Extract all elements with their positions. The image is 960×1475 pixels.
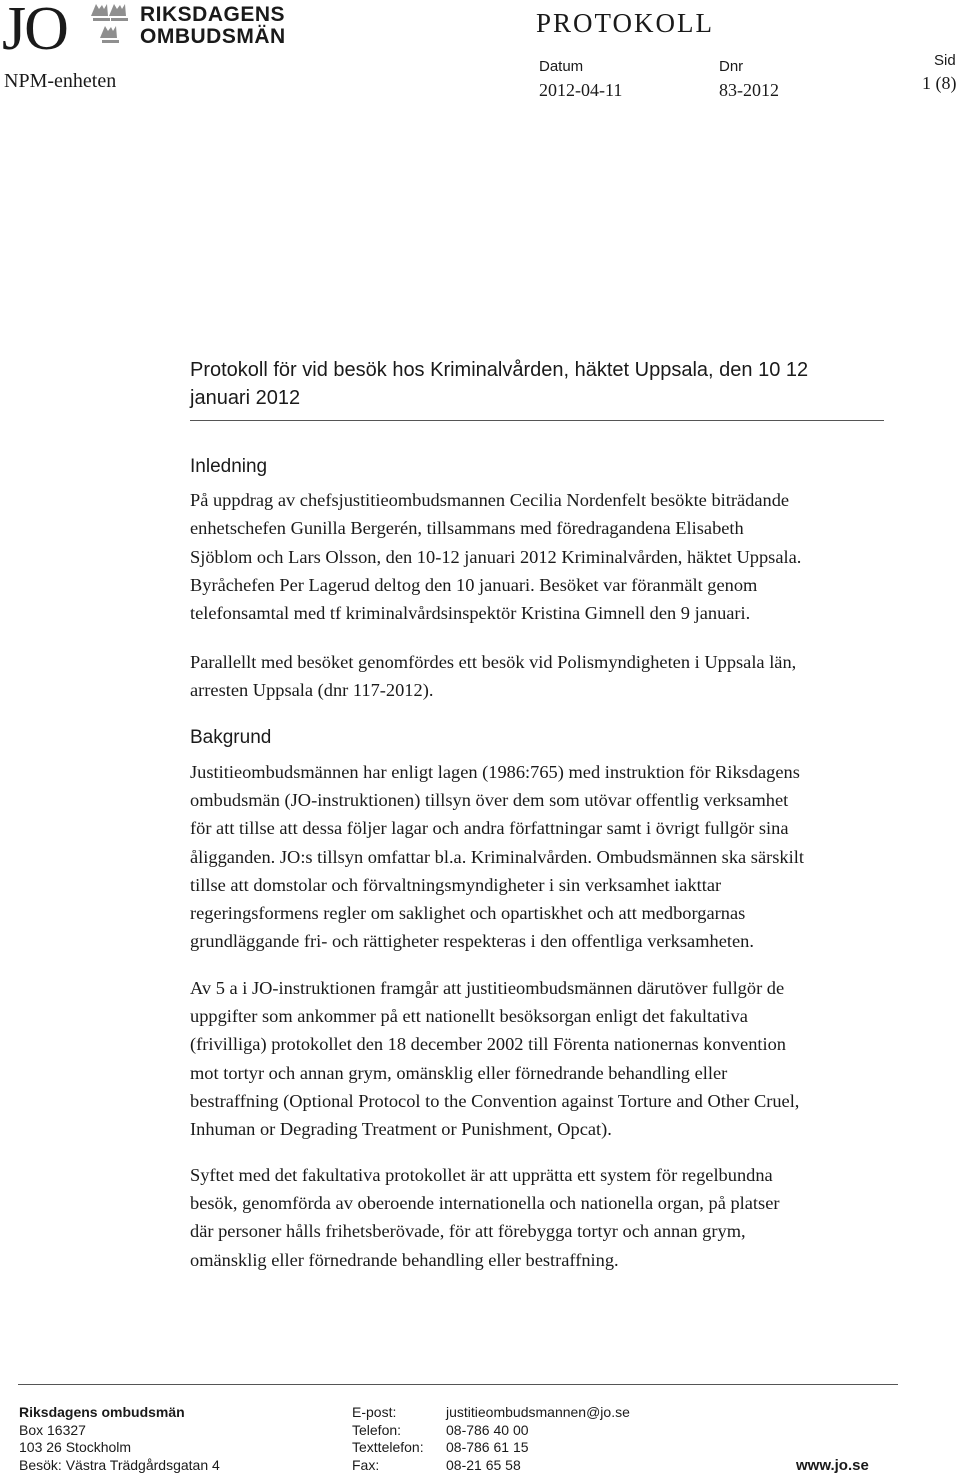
text-line: Syftet med det fakultativa protokollet är att upprätta ett system för regelbundna [190, 1165, 773, 1185]
inledning-paragraph-2 [190, 648, 890, 705]
title-line-2: januari 2012 [190, 387, 301, 409]
bakgrund-paragraph-1 [190, 758, 890, 955]
footer-text-value: 08-786 61 15 [446, 1439, 529, 1456]
text-line: arresten Uppsala (dnr 117-2012). [190, 680, 434, 701]
heading-bakgrund: Bakgrund [190, 727, 272, 748]
text-line: besök, genomförda av oberoende internationella och nationella organ, på platser [190, 1193, 780, 1214]
sid-value: 1 (8) [922, 73, 957, 93]
inledning-paragraph-1 [190, 486, 890, 627]
logo-line-2: OMBUDSMÄN [140, 25, 286, 48]
text-line: telefonsamtal med tf kriminalvårdsinspektör Kristina Gimnell den 9 januari. [190, 603, 751, 624]
jo-logo-mark: JO [2, 0, 67, 63]
text-line: Av 5 a i JO-instruktionen framgår att justitieombudsmännen därutöver fullgör de [190, 978, 785, 998]
text-line: (frivilliga) protokollet den 18 december 2002 till Förenta nationernas konvention [190, 1034, 787, 1055]
text-line: uppgifter som ankommer på ett nationellt besöksorgan enligt det fakultativa [190, 1006, 748, 1027]
text-line: för att tillse att dessa följer lagar och andra författningar samt i övrigt fullgör sina [190, 818, 789, 839]
text-line: regeringsformens regler om saklighet och opartiskhet och att medborgarnas [190, 902, 746, 923]
datum-value: 2012-04-11 [539, 80, 623, 100]
text-line: Parallellt med besöket genomfördes ett besök vid Polismyndigheten i Uppsala län, [190, 652, 797, 672]
footer-email-link[interactable]: justitieombudsmannen@jo.se [446, 1404, 630, 1420]
text-line: tillse att domstolar och förvaltningsmyndigheter i sin verksamhet iakttar [190, 874, 722, 895]
text-line: omänsklig eller förnedrande behandling eller bestraffning. [190, 1249, 619, 1270]
text-line: Inhuman or Degrading Treatment or Punishment, Opcat). [190, 1118, 612, 1139]
footer-box: Box 16327 [19, 1421, 86, 1438]
bakgrund-paragraph-3 [190, 1161, 890, 1274]
text-line: enhetschefen Gunilla Bergerén, tillsammans med föredragandena Elisabeth [190, 518, 744, 539]
crowns-icon [82, 2, 138, 50]
text-line: På uppdrag av chefsjustitieombudsmannen Cecilia Nordenfelt besökte biträdande [190, 490, 790, 510]
sid-label: Sid [934, 52, 956, 69]
text-line: mot tortyr och annan grym, omänsklig eller förnedrande behandling eller [190, 1062, 728, 1083]
footer-visit: Besök: Västra Trädgårdsgatan 4 [19, 1456, 220, 1473]
dnr-value: 83-2012 [719, 80, 779, 100]
logo-wordmark [140, 4, 286, 48]
footer-text-label: Texttelefon: [352, 1439, 424, 1456]
page-title [190, 356, 890, 412]
text-line: Sjöblom och Lars Olsson, den 10-12 januari 2012 Kriminalvården, häktet Uppsala. [190, 546, 802, 567]
heading-inledning: Inledning [190, 456, 268, 477]
text-line: bestraffning (Optional Protocol to the Convention against Torture and Other Cruel, [190, 1090, 800, 1111]
footer-divider [18, 1384, 898, 1385]
title-divider [190, 420, 884, 421]
title-line-1: Protokoll för vid besök hos Kriminalvården, häktet Uppsala, den 10 12 [190, 359, 809, 381]
text-line: grundläggande fri- och rättigheter respekteras i den offentliga verksamheten. [190, 931, 754, 952]
bakgrund-paragraph-2 [190, 974, 890, 1143]
footer-email-label: E-post: [352, 1404, 397, 1420]
footer-website-link[interactable]: www.jo.se [796, 1457, 869, 1474]
footer-contact-labels [352, 1404, 424, 1474]
text-line: där personer hålls frihetsberövade, för att förebygga tortyr och annan grym, [190, 1221, 746, 1242]
footer-fax-label: Fax: [352, 1456, 380, 1473]
footer-contact-values [446, 1404, 630, 1474]
text-line: ombudsmän (JO-instruktionen) tillsyn över dem som utövar offentlig verksamhet [190, 790, 789, 811]
text-line: Justitieombudsmännen har enligt lagen (1986:765) med instruktion för Riksdagens [190, 762, 800, 782]
text-line: Byråchefen Per Lagerud deltog den 10 januari. Besöket var föranmält genom [190, 574, 758, 595]
footer-fax-value: 08-21 65 58 [446, 1456, 521, 1473]
datum-label: Datum [539, 58, 584, 75]
document-type: PROTOKOLL [536, 8, 715, 38]
footer-postal: 103 26 Stockholm [19, 1439, 132, 1456]
footer-phone-label: Telefon: [352, 1421, 402, 1438]
footer-address [19, 1404, 220, 1474]
logo-line-1: RIKSDAGENS [140, 3, 286, 26]
dnr-label: Dnr [719, 58, 744, 75]
text-line: åligganden. JO:s tillsyn omfattar bl.a. Kriminalvården. Ombudsmännen ska särskilt [190, 846, 804, 867]
footer-phone-value: 08-786 40 00 [446, 1421, 529, 1438]
footer-org: Riksdagens ombudsmän [19, 1404, 185, 1420]
unit-name: NPM-enheten [4, 70, 117, 92]
